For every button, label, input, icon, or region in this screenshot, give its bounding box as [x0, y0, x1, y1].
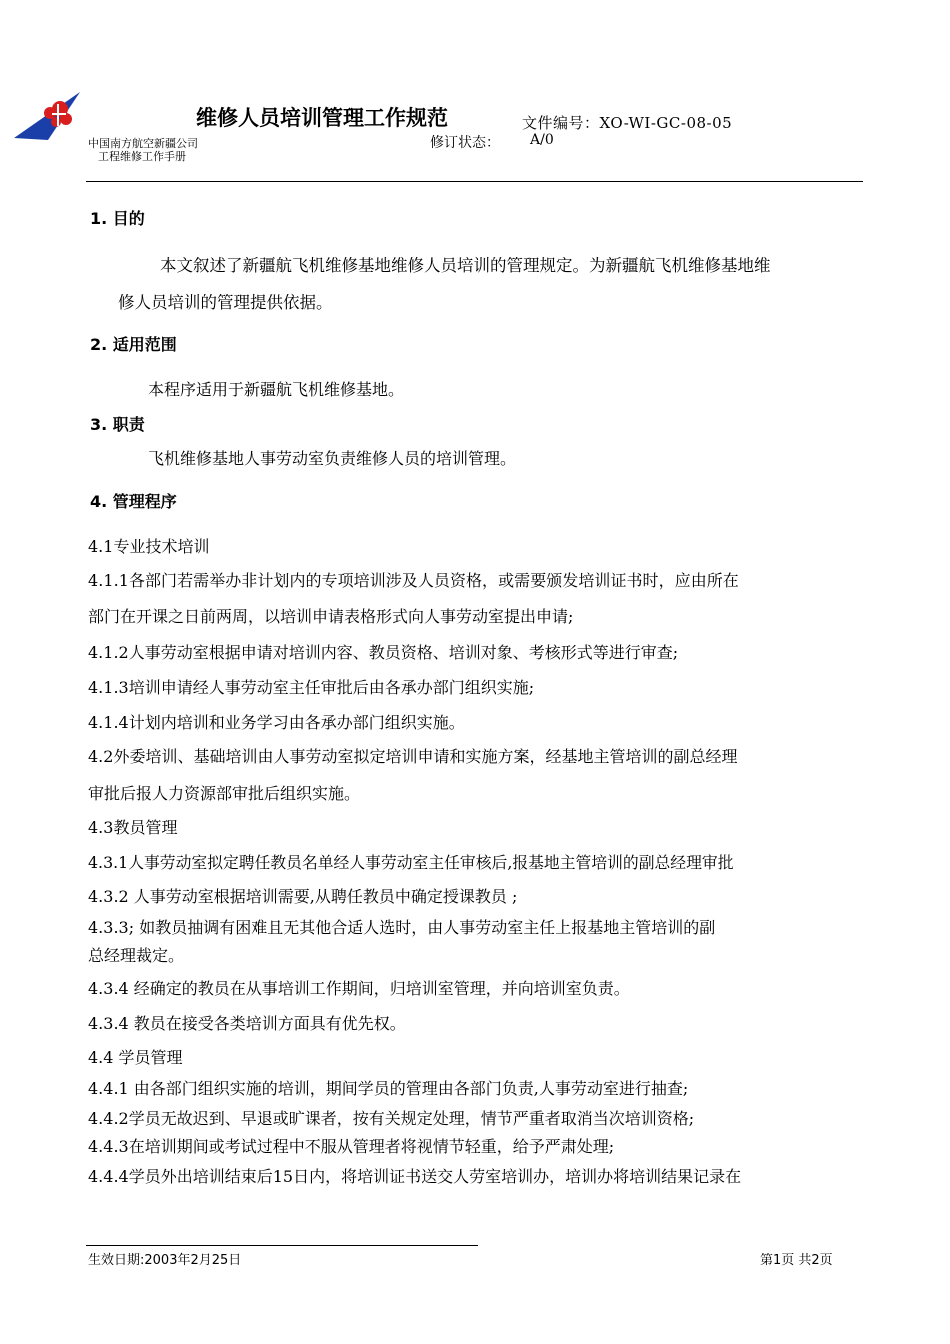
- footer-divider: [86, 1245, 478, 1246]
- paragraph-line: 4.3.2 人事劳动室根据培训需要,从聘任教员中确定授课教员 ;: [88, 887, 518, 906]
- company-logo-icon: [14, 92, 80, 140]
- paragraph-line: 4.4.4学员外出培训结束后15日内，将培训证书送交人劳室培训办，培训办将培训结果记录在: [88, 1167, 742, 1186]
- section-2-heading: 2. 适用范围: [90, 335, 177, 354]
- page-number: 第1页 共2页: [760, 1253, 833, 1268]
- paragraph-line: 4.3.4 经确定的教员在从事培训工作期间，归培训室管理，并向培训室负责。: [88, 979, 630, 998]
- paragraph-line: 总经理裁定。: [88, 946, 185, 965]
- document-number: 文件编号：XO-WI-GC-08-05: [522, 114, 733, 132]
- paragraph-line: 4.1.4计划内培训和业务学习由各承办部门组织实施。: [88, 713, 465, 732]
- paragraph-line: 4.4 学员管理: [88, 1048, 183, 1067]
- paragraph-line: 审批后报人力资源部审批后组织实施。: [88, 784, 361, 803]
- section-1-heading: 1. 目的: [90, 209, 145, 228]
- manual-name: 工程维修工作手册: [98, 150, 186, 163]
- paragraph-line: 4.3.1人事劳动室拟定聘任教员名单经人事劳动室主任审核后,报基地主管培训的副总经理审批: [88, 853, 734, 872]
- paragraph-line: 部门在开课之日前两周，以培训申请表格形式向人事劳动室提出申请;: [88, 607, 574, 626]
- effective-date: 生效日期:2003年2月25日: [88, 1253, 242, 1268]
- paragraph-line: 4.1专业技术培训: [88, 537, 210, 556]
- paragraph-line: 4.1.2人事劳动室根据申请对培训内容、教员资格、培训对象、考核形式等进行审查;: [88, 643, 679, 662]
- paragraph-line: 4.3.3; 如教员抽调有困难且无其他合适人选时，由人事劳动室主任上报基地主管培训的副: [88, 918, 716, 937]
- section-4-heading: 4. 管理程序: [90, 492, 177, 511]
- paragraph-line: 4.1.3培训申请经人事劳动室主任审批后由各承办部门组织实施;: [88, 678, 535, 697]
- paragraph-line: 4.4.2学员无故迟到、早退或旷课者，按有关规定处理，情节严重者取消当次培训资格;: [88, 1109, 695, 1128]
- section-3-heading: 3. 职责: [90, 415, 145, 434]
- paragraph-line: 4.2外委培训、基础培训由人事劳动室拟定培训申请和实施方案，经基地主管培训的副总经理: [88, 747, 738, 766]
- section-1-text-line-1: 本文叙述了新疆航飞机维修基地维修人员培训的管理规定。为新疆航飞机维修基地维: [160, 256, 771, 275]
- header-divider: [86, 181, 863, 182]
- paragraph-line: 4.3教员管理: [88, 818, 178, 837]
- section-3-text: 飞机维修基地人事劳动室负责维修人员的培训管理。: [148, 449, 517, 468]
- section-2-text: 本程序适用于新疆航飞机维修基地。: [148, 380, 405, 399]
- revision-value: A/0: [530, 132, 554, 148]
- company-name: 中国南方航空新疆公司: [88, 137, 198, 150]
- paragraph-line: 4.3.4 教员在接受各类培训方面具有优先权。: [88, 1014, 406, 1033]
- document-title: 维修人员培训管理工作规范: [196, 106, 448, 130]
- section-1-text-line-2: 修人员培训的管理提供依据。: [118, 293, 333, 312]
- paragraph-line: 4.1.1各部门若需举办非计划内的专项培训涉及人员资格，或需要颁发培训证书时，应由所在: [88, 571, 739, 590]
- paragraph-line: 4.4.1 由各部门组织实施的培训，期间学员的管理由各部门负责,人事劳动室进行抽查;: [88, 1079, 689, 1098]
- revision-label: 修订状态：: [430, 135, 500, 151]
- paragraph-line: 4.4.3在培训期间或考试过程中不服从管理者将视情节轻重，给予严肃处理;: [88, 1137, 615, 1156]
